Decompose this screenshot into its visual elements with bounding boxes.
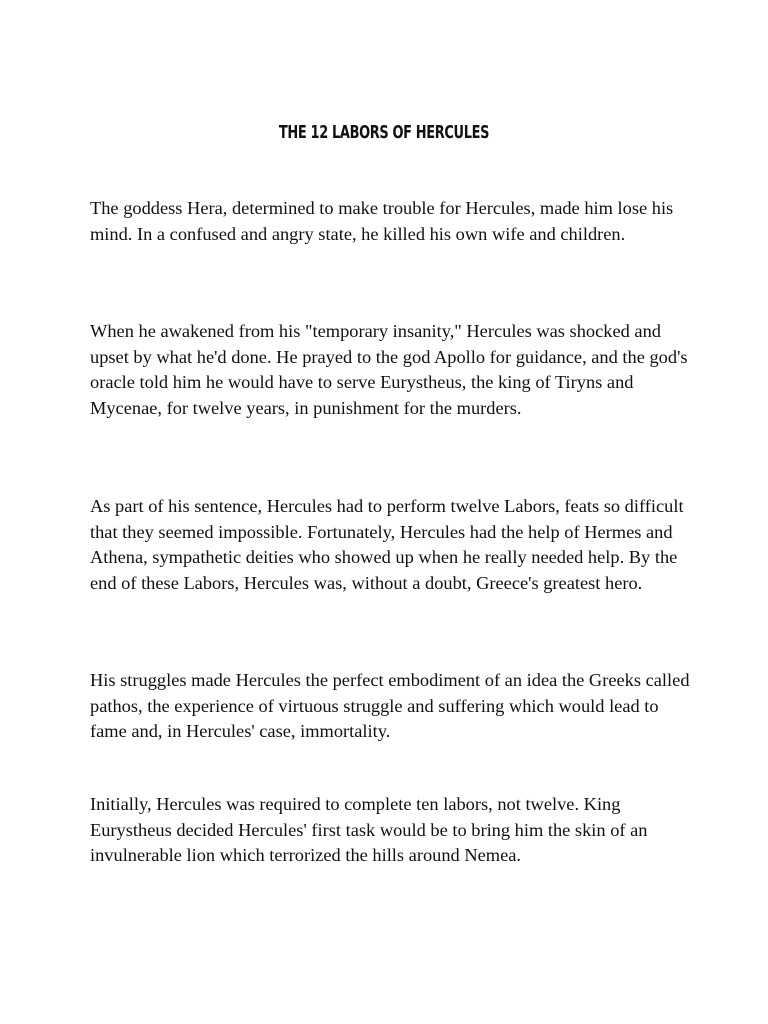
paragraph-4: His struggles made Hercules the perfect embodiment of an idea the Greeks called pathos, the experience of virtuous struggle and suffering which would lead to fame and, in Hercules' case, immortality. (90, 670, 690, 741)
paragraph-5: Initially, Hercules was required to complete ten labors, not twelve. King Eurystheus decided Hercules' first task would be to bring him the skin of an invulnerable lion which terrorized the hills around Nemea. (90, 794, 648, 865)
paragraph-2: When he awakened from his "temporary insanity," Hercules was shocked and upset by what he'd done. He prayed to the god Apollo for guidance, and the god's oracle told him he would have to serve Eurystheus, the king of Tiryns and Mycenae, for twelve years, in punishment for the murders. (90, 321, 688, 418)
document-title: THE 12 LABORS OF HERCULES (278, 122, 490, 143)
paragraph-3: As part of his sentence, Hercules had to perform twelve Labors, feats so difficult that they seemed impossible. Fortunately, Hercules had the help of Hermes and Athena, sympathetic deities who showed up when he really needed help. By the end of these Labors, Hercules was, without a doubt, Greece's greatest hero. (90, 496, 684, 593)
paragraph-1: The goddess Hera, determined to make trouble for Hercules, made him lose his mind. In a confused and angry state, he killed his own wife and children. (90, 198, 674, 244)
